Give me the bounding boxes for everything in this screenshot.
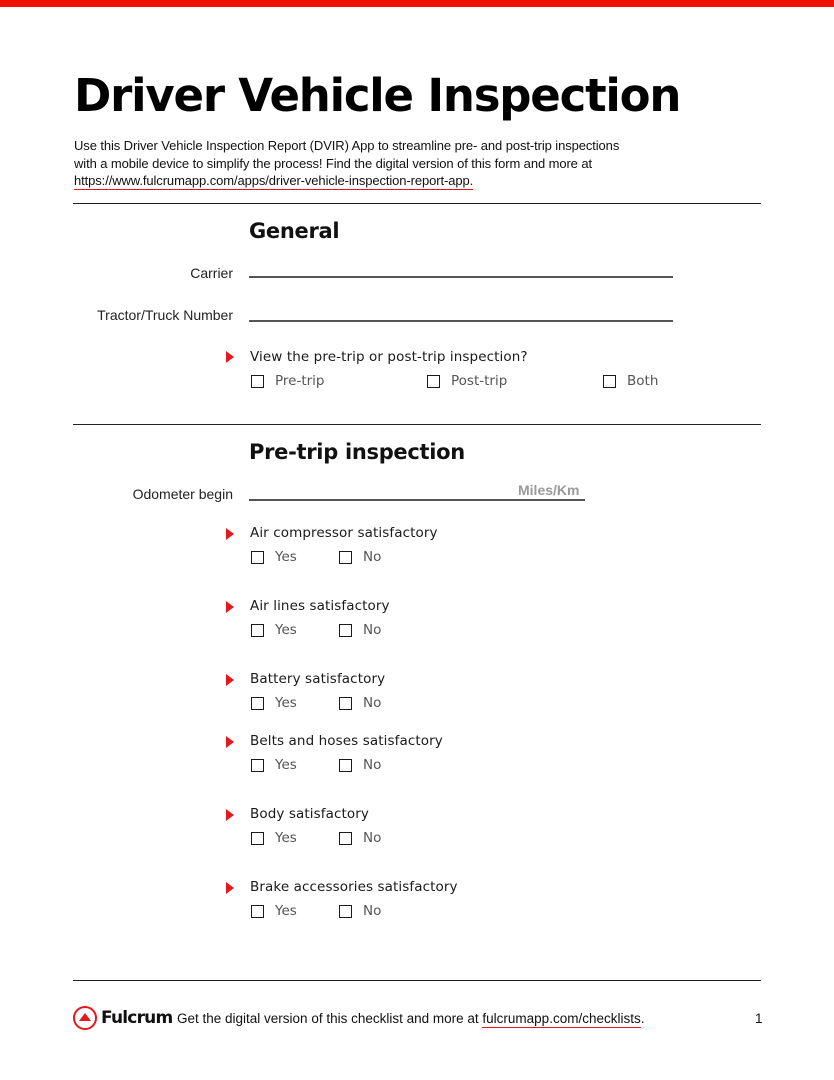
checkbox[interactable]: [339, 551, 352, 564]
option-both[interactable]: Both: [603, 373, 658, 389]
top-accent-bar: [0, 0, 834, 7]
option-post-trip[interactable]: Post-trip: [427, 373, 507, 389]
checkbox[interactable]: [251, 759, 264, 772]
question-marker-icon: [226, 351, 234, 363]
intro-line-1: Use this Driver Vehicle Inspection Report (DVIR) App to streamline pre- and post-trip inspections: [74, 138, 620, 153]
question-battery: Battery satisfactory: [250, 671, 386, 687]
option-yes[interactable]: Yes: [251, 695, 297, 711]
option-no[interactable]: No: [339, 830, 381, 846]
divider: [73, 980, 761, 981]
option-pre-trip[interactable]: Pre-trip: [251, 373, 325, 389]
checkbox[interactable]: [251, 551, 264, 564]
option-no[interactable]: No: [339, 622, 381, 638]
checkbox[interactable]: [339, 624, 352, 637]
option-no[interactable]: No: [339, 695, 381, 711]
question-air-compressor: Air compressor satisfactory: [250, 525, 438, 541]
question-marker-icon: [226, 528, 234, 540]
carrier-field[interactable]: [249, 276, 673, 278]
carrier-label: Carrier: [190, 265, 233, 281]
fulcrum-logo-text: Fulcrum: [101, 1008, 173, 1028]
option-no[interactable]: No: [339, 549, 381, 565]
checkbox[interactable]: [339, 832, 352, 845]
checkbox[interactable]: [427, 375, 440, 388]
odometer-unit: Miles/Km: [518, 482, 580, 498]
checkbox[interactable]: [339, 697, 352, 710]
page-title: Driver Vehicle Inspection: [74, 69, 681, 122]
divider: [73, 203, 761, 204]
question-marker-icon: [226, 809, 234, 821]
question-marker-icon: [226, 674, 234, 686]
checkbox[interactable]: [603, 375, 616, 388]
intro-paragraph: [74, 137, 674, 190]
intro-link[interactable]: https://www.fulcrumapp.com/apps/driver-vehicle-inspection-report-app.: [74, 173, 474, 188]
checkbox[interactable]: [339, 905, 352, 918]
truck-number-field[interactable]: [249, 320, 673, 322]
option-yes[interactable]: Yes: [251, 903, 297, 919]
checkbox[interactable]: [251, 905, 264, 918]
truck-number-label: Tractor/Truck Number: [97, 307, 233, 323]
section-title-general: General: [249, 219, 340, 243]
footer-link[interactable]: fulcrumapp.com/checklists: [482, 1011, 641, 1026]
option-no[interactable]: No: [339, 903, 381, 919]
intro-line-2: with a mobile device to simplify the process! Find the digital version of this form and more at: [74, 155, 592, 171]
question-belts-hoses: Belts and hoses satisfactory: [250, 733, 443, 749]
question-marker-icon: [226, 736, 234, 748]
fulcrum-logo-icon: [73, 1006, 97, 1030]
checkbox[interactable]: [251, 624, 264, 637]
option-yes[interactable]: Yes: [251, 622, 297, 638]
question-marker-icon: [226, 882, 234, 894]
divider: [73, 424, 761, 425]
trip-type-question: View the pre-trip or post-trip inspection?: [250, 349, 528, 365]
option-yes[interactable]: Yes: [251, 757, 297, 773]
question-air-lines: Air lines satisfactory: [250, 598, 390, 614]
section-title-pretrip: Pre-trip inspection: [249, 440, 465, 464]
checkbox[interactable]: [251, 697, 264, 710]
question-body: Body satisfactory: [250, 806, 369, 822]
checkbox[interactable]: [251, 375, 264, 388]
checkbox[interactable]: [251, 832, 264, 845]
footer-text: Get the digital version of this checklist and more at fulcrumapp.com/checklists.: [177, 1011, 645, 1026]
option-no[interactable]: No: [339, 757, 381, 773]
odometer-label: Odometer begin: [132, 486, 233, 502]
page-number: 1: [755, 1011, 763, 1026]
question-marker-icon: [226, 601, 234, 613]
fulcrum-logo: [73, 1006, 172, 1030]
option-yes[interactable]: Yes: [251, 830, 297, 846]
question-brake-accessories: Brake accessories satisfactory: [250, 879, 458, 895]
checkbox[interactable]: [339, 759, 352, 772]
option-yes[interactable]: Yes: [251, 549, 297, 565]
odometer-field[interactable]: [249, 499, 585, 501]
